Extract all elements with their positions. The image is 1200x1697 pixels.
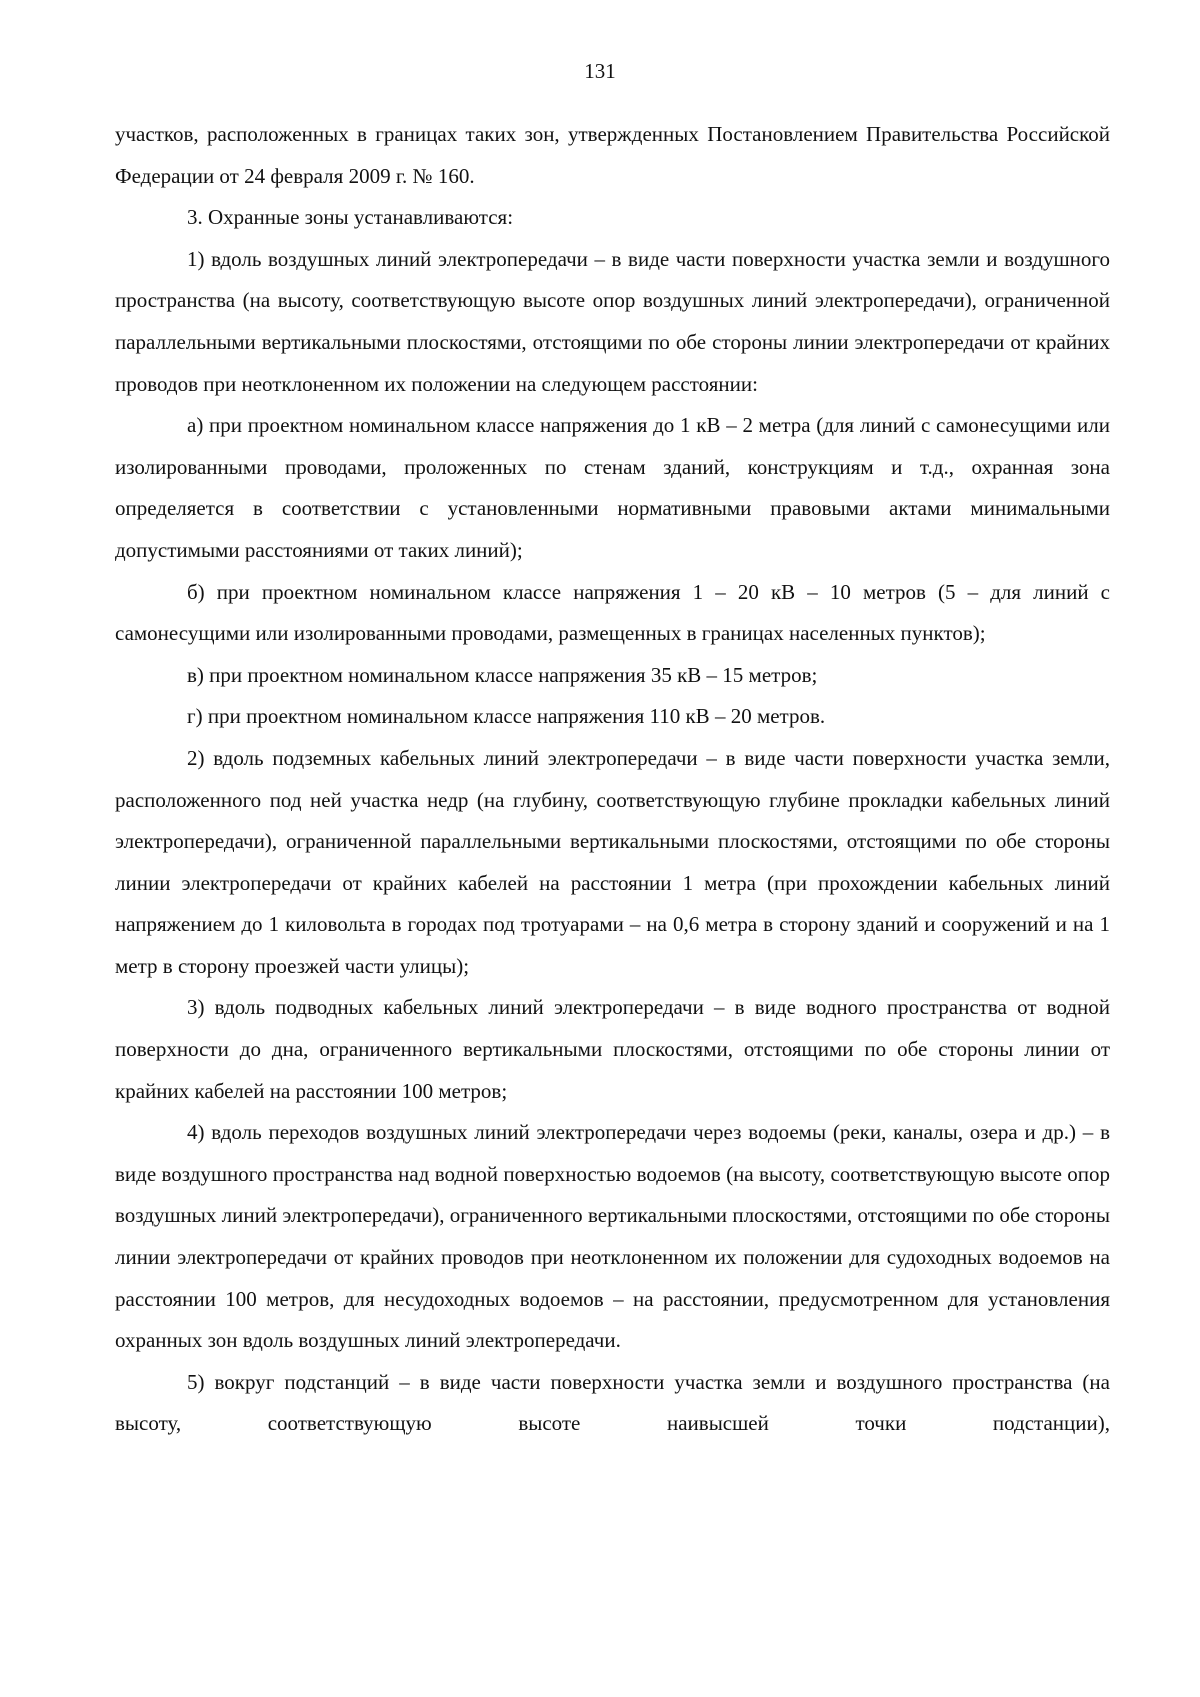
paragraph-continuation: участков, расположенных в границах таких зон, утвержденных Постановлением Правительства Российской Федерации от 24 февраля 2009 г. № 160.: [115, 122, 1110, 188]
page-number: 131: [584, 59, 616, 83]
document-body: [115, 114, 1110, 1445]
paragraph-item-2: 2) вдоль подземных кабельных линий электропередачи – в виде части поверхности участка земли, расположенного под ней участка недр (на глубину, соответствующую глубине прокладки кабельных линий электропередачи), ограниченной параллельными вертикальными плоскостями, отстоящими по обе стороны линии электропередачи от крайних кабелей на расстоянии 1 метра (при прохождении кабельных линий напряжением до 1 киловольта в городах под тротуарами – на 0,6 метра в сторону зданий и сооружений и на 1 метр в сторону проезжей части улицы);: [115, 745, 1110, 978]
paragraph-subitem-g: г) при проектном номинальном классе напряжения 110 кВ – 20 метров.: [187, 704, 826, 729]
paragraph-subitem-v: в) при проектном номинальном классе напряжения 35 кВ – 15 метров;: [187, 662, 818, 687]
paragraph-subitem-a: а) при проектном номинальном классе напряжения до 1 кВ – 2 метра (для линий с самонесущими или изолированными проводами, проложенных по стенам зданий, конструкциям и т.д., охранная зона определяется в соответствии с установленными нормативными правовыми актами минимальными допустимыми расстояниями от таких линий);: [115, 413, 1110, 562]
paragraph-item-4: 4) вдоль переходов воздушных линий электропередачи через водоемы (реки, каналы, озера и др.) – в виде воздушного пространства над водной поверхностью водоемов (на высоту, соответствующую высоте опор воздушных линий электропередачи), ограниченного вертикальными плоскостями, отстоящими по обе стороны линии электропередачи от крайних проводов при неотклоненном их положении для судоходных водоемов на расстоянии 100 метров, для несудоходных водоемов – на расстоянии, предусмотренном для установления охранных зон вдоль воздушных линий электропередачи.: [115, 1120, 1110, 1353]
paragraph-subitem-b: б) при проектном номинальном классе напряжения 1 – 20 кВ – 10 метров (5 – для линий с самонесущими или изолированными проводами, размещенных в границах населенных пунктов);: [115, 579, 1110, 646]
paragraph-item-5: 5) вокруг подстанций – в виде части поверхности участка земли и воздушного пространства (на высоту, соответствующую высоте наивысшей точки подстанции),: [115, 1369, 1110, 1436]
paragraph-item-1: 1) вдоль воздушных линий электропередачи – в виде части поверхности участка земли и воздушного пространства (на высоту, соответствующую высоте опор воздушных линий электропередачи), ограниченной параллельными вертикальными плоскостями, отстоящими по обе стороны линии электропередачи от крайних проводов при неотклоненном их положении на следующем расстоянии:: [115, 246, 1110, 396]
paragraph-section-3: 3. Охранные зоны устанавливаются:: [187, 205, 514, 230]
paragraph-item-3: 3) вдоль подводных кабельных линий электропередачи – в виде водного пространства от водной поверхности до дна, ограниченного вертикальными плоскостями, отстоящими по обе стороны линии от крайних кабелей на расстоянии 100 метров;: [115, 995, 1110, 1103]
